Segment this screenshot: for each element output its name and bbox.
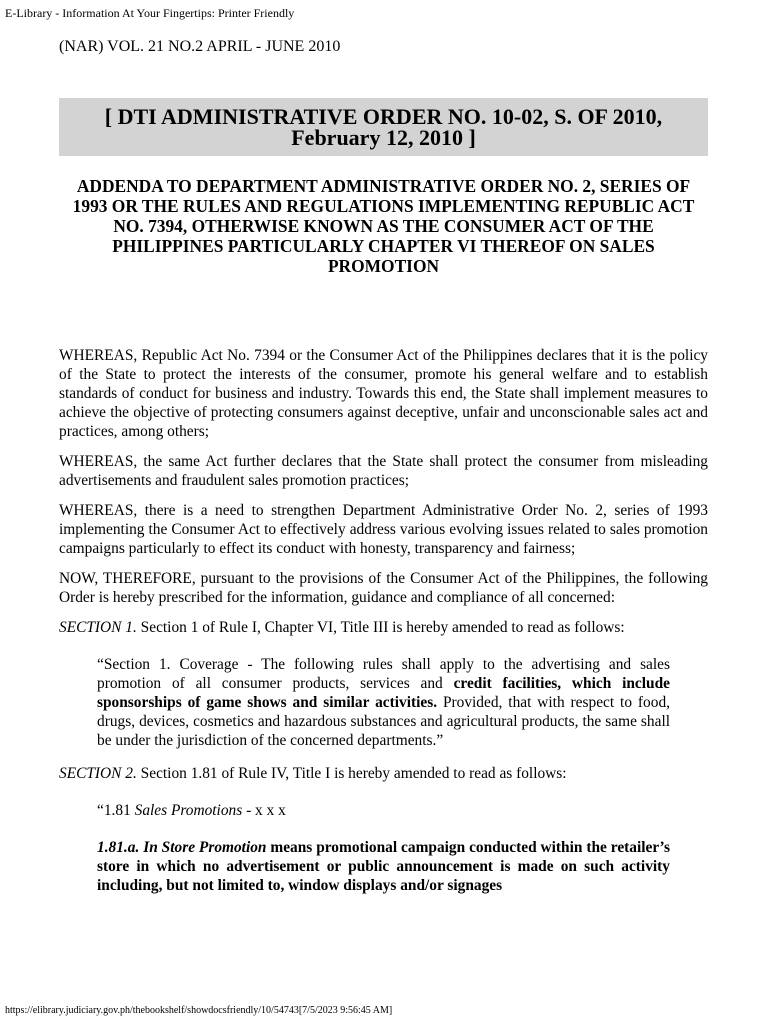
section-2-text: Section 1.81 of Rule IV, Title I is hereby amended to read as follows: [136,765,567,782]
order-title [59,98,708,156]
section-2-quote-num: “1.81 [97,802,135,819]
section-2-paragraph [59,764,708,783]
section-2-label: SECTION 2. [59,765,137,782]
order-title-line2: February 12, 2010 ] [291,125,476,150]
whereas-paragraph-2: WHEREAS, the same Act further declares that the State shall protect the consumer from misleading advertisements and fraudulent sales promotion practices; [59,453,708,489]
order-subtitle: ADDENDA TO DEPARTMENT ADMINISTRATIVE ORDER NO. 2, SERIES OF 1993 OR THE RULES AND REGULATIONS IMPLEMENTING REPUBLIC ACT NO. 7394, OTHERWISE KNOWN AS THE CONSUMER ACT OF THE PHILIPPINES PARTICULARLY CHAPTER VI THEREOF ON SALES PROMOTION [72,176,695,276]
whereas-paragraph-3: WHEREAS, there is a need to strengthen Department Administrative Order No. 2, series of 1993 implementing the Consumer Act to effectively address various evolving issues related to sales promotion campaigns particularly to effect its conduct with honesty, transparency and fairness; [59,502,708,557]
whereas-paragraph-1: WHEREAS, Republic Act No. 7394 or the Consumer Act of the Philippines declares that it is the policy of the State to protect the interests of the consumer, promote his general welfare and to establish standards of conduct for business and industry. Towards this end, the State shall implement measures to achieve the objective of protecting consumers against deceptive, unfair and unconscionable sales act and practices, among others; [59,347,708,440]
now-therefore-paragraph: NOW, THEREFORE, pursuant to the provisions of the Consumer Act of the Philippines, the following Order is hereby prescribed for the information, guidance and compliance of all concerned: [59,570,708,606]
section-1-quote [97,655,670,750]
section-1-quote-end: Provided, that with respect to food, drugs, devices, cosmetics and hazardous substances and agricultural products, the same shall be under the jurisdiction of the concerned departments.” [97,694,670,749]
order-body [59,346,708,895]
section-2-quote-rest: - x x x [242,802,286,819]
order-title-line1: [ DTI ADMINISTRATIVE ORDER NO. 10-02, S. OF 2010, [104,104,663,129]
section-1-label: SECTION 1. [59,619,137,636]
section-1-text: Section 1 of Rule I, Chapter VI, Title III is hereby amended to read as follows: [136,619,625,636]
print-header: E-Library - Information At Your Fingertips: Printer Friendly [5,6,295,20]
definition-label: 1.81.a. In Store Promotion [97,839,267,856]
definition-in-store-promotion [97,838,670,895]
section-2-quote-term: Sales Promotions [134,802,243,819]
section-1-quote-bold: credit facilities, which include sponsorships of game shows and similar activities. [97,675,670,711]
volume-line: (NAR) VOL. 21 NO.2 APRIL - JUNE 2010 [59,38,341,55]
section-1-quote-start: “Section 1. Coverage - The following rules shall apply to the advertising and sales promotion of all consumer products, services and [97,656,670,692]
definition-text: means promotional campaign conducted within the retailer’s store in which no advertisement or public announcement is made on such activity including, but not limited to, window displays and/or signages [97,839,671,894]
section-2-quote [97,801,708,820]
print-footer-url: https://elibrary.judiciary.gov.ph/thebookshelf/showdocsfriendly/10/54743[7/5/2023 9:56:45 AM] [5,1005,393,1016]
section-1-paragraph [59,618,708,637]
